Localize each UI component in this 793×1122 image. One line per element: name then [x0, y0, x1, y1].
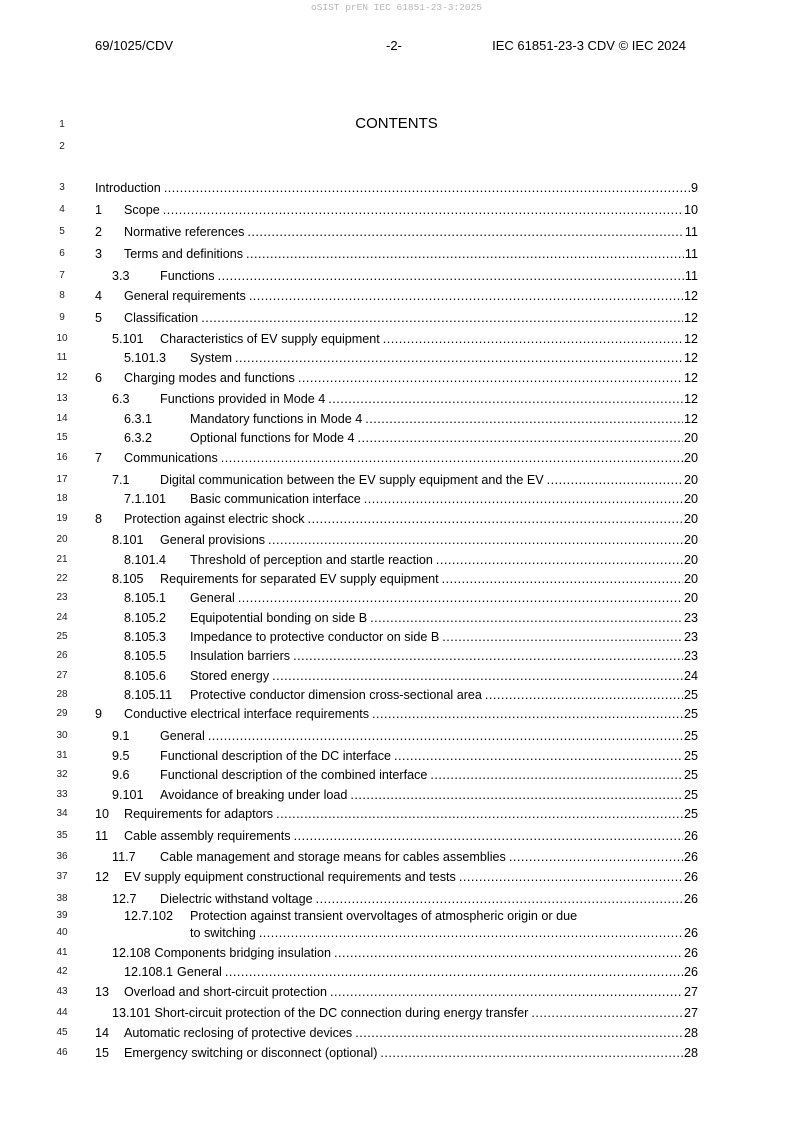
- dot-leader: [249, 288, 683, 304]
- dot-leader: [259, 925, 683, 941]
- page-ref: 9: [690, 181, 698, 195]
- section-number: 9: [95, 707, 103, 721]
- toc-entry[interactable]: [124, 668, 698, 684]
- dot-leader: [442, 629, 683, 645]
- page-ref: 20: [683, 431, 698, 445]
- section-title: Conductive electrical interface requirements: [124, 707, 369, 721]
- line-number: 22: [56, 573, 68, 584]
- dot-leader: [221, 450, 683, 466]
- dot-leader: [218, 268, 684, 284]
- page-ref: 12: [683, 412, 698, 426]
- line-number: 8: [59, 290, 65, 301]
- page-ref: 12: [683, 371, 698, 385]
- toc-entry[interactable]: [95, 869, 698, 885]
- section-number: 6.3: [112, 392, 130, 406]
- page-ref: 28: [683, 1046, 698, 1060]
- toc-entry[interactable]: [95, 511, 698, 527]
- line-number: 45: [56, 1027, 68, 1038]
- section-title: General: [160, 729, 205, 743]
- line-number: 41: [56, 947, 68, 958]
- section-number: 7: [95, 451, 103, 465]
- line-number: 23: [56, 592, 68, 603]
- section-title: Scope: [124, 203, 160, 217]
- section-title: Protective conductor dimension cross-sectional area: [190, 688, 482, 702]
- section-number: 10: [95, 807, 110, 821]
- toc-entry[interactable]: [112, 268, 698, 284]
- dot-leader: [268, 532, 683, 548]
- page-ref: 20: [683, 553, 698, 567]
- section-title: Functions: [160, 269, 215, 283]
- section-title: Communications: [124, 451, 218, 465]
- page-ref: 24: [683, 669, 698, 683]
- dot-leader: [383, 331, 683, 347]
- dot-leader: [246, 246, 684, 262]
- dot-leader: [293, 648, 683, 664]
- section-title: Functional description of the combined interface: [160, 768, 428, 782]
- section-number: 8.105.3: [124, 630, 167, 644]
- section-number: 8: [95, 512, 103, 526]
- toc-entry[interactable]: [112, 728, 698, 744]
- dot-leader: [164, 180, 690, 196]
- line-number: 14: [56, 413, 68, 424]
- line-number: 3: [59, 182, 65, 193]
- line-number: 5: [59, 226, 65, 237]
- section-number: 9.101: [112, 788, 144, 802]
- section-number: 12.7: [112, 892, 137, 906]
- page-ref: 27: [683, 1006, 698, 1020]
- page-ref: 10: [683, 203, 698, 217]
- toc-entry[interactable]: [124, 552, 698, 568]
- toc-entry[interactable]: [95, 828, 698, 844]
- line-number: 16: [56, 452, 68, 463]
- page-ref: 20: [683, 533, 698, 547]
- line-number: 36: [56, 851, 68, 862]
- section-title: Functional description of the DC interface: [160, 749, 392, 763]
- dot-leader: [163, 202, 683, 218]
- line-number: 43: [56, 986, 68, 997]
- dot-leader: [235, 350, 683, 366]
- toc-entry[interactable]: [95, 450, 698, 466]
- dot-leader: [328, 391, 683, 407]
- section-title: EV supply equipment constructional requirements and tests: [124, 870, 456, 884]
- section-number: 5.101: [112, 332, 144, 346]
- line-number: 20: [56, 534, 68, 545]
- section-number: 2: [95, 225, 103, 239]
- line-number: 29: [56, 708, 68, 719]
- dot-leader: [509, 849, 683, 865]
- section-title: Charging modes and functions: [124, 371, 295, 385]
- page-ref: 27: [683, 985, 698, 999]
- page-ref: 25: [683, 749, 698, 763]
- line-number: 15: [56, 432, 68, 443]
- section-number: 8.105.6: [124, 669, 167, 683]
- section-number: 12.108.1: [124, 965, 174, 979]
- section-title: Requirements for separated EV supply equipment: [160, 572, 439, 586]
- dot-leader: [547, 472, 683, 488]
- section-number: 13.101: [112, 1006, 151, 1020]
- section-number: 8.105.1: [124, 591, 167, 605]
- page-ref: 25: [683, 688, 698, 702]
- toc-entry[interactable]: [124, 629, 698, 645]
- section-number: 14: [95, 1026, 110, 1040]
- line-number: 34: [56, 808, 68, 819]
- page-ref: 20: [683, 591, 698, 605]
- line-number: 32: [56, 769, 68, 780]
- line-number: 21: [56, 554, 68, 565]
- toc-entry[interactable]: [112, 945, 698, 961]
- line-number: 28: [56, 689, 68, 700]
- line-number: 40: [56, 927, 68, 938]
- section-title: Characteristics of EV supply equipment: [160, 332, 380, 346]
- toc-entry[interactable]: [124, 590, 698, 606]
- line-number: 33: [56, 789, 68, 800]
- section-title: Stored energy: [190, 669, 270, 683]
- page-ref: 25: [683, 788, 698, 802]
- section-title: General requirements: [124, 289, 246, 303]
- page-ref: 11: [684, 247, 698, 261]
- dot-leader: [372, 706, 683, 722]
- section-title: Optional functions for Mode 4: [190, 431, 355, 445]
- section-title: Classification: [124, 311, 199, 325]
- line-number: 25: [56, 631, 68, 642]
- dot-leader: [370, 610, 683, 626]
- page-title: CONTENTS: [355, 115, 438, 132]
- toc-entry[interactable]: [112, 472, 698, 488]
- page-ref: 20: [683, 451, 698, 465]
- section-number: 6.3.1: [124, 412, 153, 426]
- toc-entry[interactable]: [95, 806, 698, 822]
- toc-entry[interactable]: [95, 1045, 698, 1061]
- dot-leader: [355, 1025, 683, 1041]
- line-number: 12: [56, 372, 68, 383]
- section-number: 8.101.4: [124, 553, 167, 567]
- section-title: Dielectric withstand voltage: [160, 892, 313, 906]
- section-title: Introduction: [95, 181, 161, 195]
- line-number: 11: [56, 352, 68, 363]
- line-number: 17: [56, 474, 68, 485]
- toc-entry[interactable]: [95, 180, 698, 196]
- section-title: Mandatory functions in Mode 4: [190, 412, 363, 426]
- toc-entry[interactable]: [112, 532, 698, 548]
- dot-leader: [276, 806, 683, 822]
- line-number: 38: [56, 893, 68, 904]
- watermark: oSIST prEN IEC 61851-23-3:2025: [310, 2, 483, 13]
- page-ref: 23: [683, 649, 698, 663]
- page-ref: 23: [683, 630, 698, 644]
- page-ref: 26: [683, 850, 698, 864]
- page-ref: 25: [683, 707, 698, 721]
- section-title: Cable assembly requirements: [124, 829, 291, 843]
- section-title: System: [190, 351, 232, 365]
- dot-leader: [247, 224, 684, 240]
- section-title: General provisions: [160, 533, 265, 547]
- toc-entry[interactable]: [124, 411, 698, 427]
- section-title: Basic communication interface: [190, 492, 361, 506]
- line-number: 39: [56, 910, 68, 921]
- dot-leader: [208, 728, 683, 744]
- toc-entry[interactable]: [95, 288, 698, 304]
- section-number: 5.101.3: [124, 351, 167, 365]
- toc-entry[interactable]: [95, 224, 698, 240]
- page-ref: 25: [683, 729, 698, 743]
- toc-entry[interactable]: [112, 748, 698, 764]
- line-number: 42: [56, 966, 68, 977]
- page-ref: 26: [683, 946, 698, 960]
- dot-leader: [272, 668, 683, 684]
- section-number: 13: [95, 985, 110, 999]
- section-number: 11.7: [112, 850, 136, 864]
- dot-leader: [459, 869, 683, 885]
- page-ref: 11: [684, 269, 698, 283]
- line-number: 35: [56, 830, 68, 841]
- toc-entry[interactable]: [95, 310, 698, 326]
- dot-leader: [364, 491, 683, 507]
- section-title: Requirements for adaptors: [124, 807, 274, 821]
- section-title: Cable management and storage means for cables assemblies: [160, 850, 506, 864]
- section-number: 7.1.101: [124, 492, 167, 506]
- toc-entry[interactable]: [95, 706, 698, 722]
- section-number: 12.7.102: [124, 909, 174, 923]
- section-number: 8.105.11: [124, 688, 173, 702]
- line-number: 37: [56, 871, 68, 882]
- toc-entry[interactable]: [95, 246, 698, 262]
- toc-entry[interactable]: [95, 202, 698, 218]
- section-number: 8.101: [112, 533, 144, 547]
- section-title: Emergency switching or disconnect (optional): [124, 1046, 378, 1060]
- section-number: 6: [95, 371, 103, 385]
- dot-leader: [358, 430, 683, 446]
- page-ref: 23: [683, 611, 698, 625]
- section-title: Components bridging insulation: [154, 946, 331, 960]
- section-number: 6.3.2: [124, 431, 153, 445]
- toc-entry[interactable]: [112, 1005, 698, 1021]
- toc-entry[interactable]: [124, 491, 698, 507]
- dot-leader: [334, 945, 683, 961]
- page-ref: 12: [683, 392, 698, 406]
- line-number: 4: [59, 204, 65, 215]
- section-number: 9.5: [112, 749, 130, 763]
- section-number: 4: [95, 289, 103, 303]
- page-ref: 20: [683, 473, 698, 487]
- dot-leader: [531, 1005, 683, 1021]
- line-number: 44: [56, 1007, 68, 1018]
- section-title: Overload and short-circuit protection: [124, 985, 327, 999]
- page-ref: 12: [683, 311, 698, 325]
- toc-entry[interactable]: [95, 1025, 698, 1041]
- dot-leader: [365, 411, 683, 427]
- section-title: Normative references: [124, 225, 245, 239]
- line-number: 7: [59, 270, 65, 281]
- toc-entry[interactable]: [112, 331, 698, 347]
- toc-entry[interactable]: [112, 849, 698, 865]
- document-reference: 69/1025/CDV: [95, 38, 174, 53]
- dot-leader: [201, 310, 683, 326]
- section-title: Automatic reclosing of protective devices: [124, 1026, 353, 1040]
- line-number: 2: [59, 141, 65, 152]
- section-number: 8.105.5: [124, 649, 167, 663]
- section-title: Insulation barriers: [190, 649, 291, 663]
- section-number: 15: [95, 1046, 110, 1060]
- toc-entry[interactable]: [95, 370, 698, 386]
- dot-leader: [485, 687, 683, 703]
- toc-entry[interactable]: [112, 391, 698, 407]
- toc-entry[interactable]: [124, 350, 698, 366]
- section-title: General: [177, 965, 222, 979]
- section-title: General: [190, 591, 235, 605]
- line-number: 6: [59, 248, 65, 259]
- dot-leader: [380, 1045, 683, 1061]
- toc-entry[interactable]: [124, 430, 698, 446]
- toc-entry[interactable]: [112, 787, 698, 803]
- page-ref: 12: [683, 289, 698, 303]
- section-title: Terms and definitions: [124, 247, 244, 261]
- dot-leader: [436, 552, 683, 568]
- line-number: 10: [56, 333, 68, 344]
- section-number: 7.1: [112, 473, 130, 487]
- toc-entry[interactable]: [124, 687, 698, 703]
- section-title: Protection against transient overvoltages of atmospheric origin or due: [190, 909, 578, 923]
- dot-leader: [430, 767, 683, 783]
- line-number: 46: [56, 1047, 68, 1058]
- toc-entry[interactable]: [124, 964, 698, 980]
- page-ref: 12: [683, 332, 698, 346]
- page-ref: 20: [683, 492, 698, 506]
- section-title-continued: to switching: [190, 926, 256, 940]
- section-title: Digital communication between the EV supply equipment and the EV: [160, 473, 544, 487]
- section-number: 9.1: [112, 729, 130, 743]
- toc-entry[interactable]: [112, 767, 698, 783]
- toc-entry[interactable]: [95, 984, 698, 1000]
- line-number: 26: [56, 650, 68, 661]
- dot-leader: [308, 511, 683, 527]
- dot-leader: [330, 984, 683, 1000]
- section-number: 12.108: [112, 946, 151, 960]
- section-title: Functions provided in Mode 4: [160, 392, 326, 406]
- section-title: Equipotential bonding on side B: [190, 611, 368, 625]
- section-number: 8.105.2: [124, 611, 167, 625]
- page-ref: 25: [683, 807, 698, 821]
- page-ref: 28: [683, 1026, 698, 1040]
- line-number: 19: [56, 513, 68, 524]
- dot-leader: [316, 891, 683, 907]
- toc-entry[interactable]: [190, 925, 698, 941]
- section-number: 3.3: [112, 269, 130, 283]
- section-number: 3: [95, 247, 103, 261]
- section-number: 12: [95, 870, 110, 884]
- section-title: Avoidance of breaking under load: [160, 788, 348, 802]
- page-ref: 26: [683, 965, 698, 979]
- line-number: 18: [56, 493, 68, 504]
- dot-leader: [294, 828, 683, 844]
- toc-entry[interactable]: [112, 891, 698, 907]
- dot-leader: [394, 748, 683, 764]
- section-title: Impedance to protective conductor on side B: [190, 630, 440, 644]
- page-ref: 20: [683, 512, 698, 526]
- line-number: 1: [59, 119, 65, 130]
- page-ref: 20: [683, 572, 698, 586]
- page-ref: 26: [683, 892, 698, 906]
- section-number: 5: [95, 311, 103, 325]
- line-number: 30: [56, 730, 68, 741]
- section-number: 1: [95, 203, 103, 217]
- dot-leader: [298, 370, 683, 386]
- page-ref: 12: [683, 351, 698, 365]
- toc-entry[interactable]: [112, 571, 698, 587]
- section-number: 9.6: [112, 768, 130, 782]
- section-number: 8.105: [112, 572, 144, 586]
- section-number: 11: [95, 829, 109, 843]
- standard-reference: IEC 61851-23-3 CDV © IEC 2024: [492, 38, 686, 53]
- section-title: Protection against electric shock: [124, 512, 305, 526]
- section-title: Threshold of perception and startle reaction: [190, 553, 433, 567]
- page-ref: 26: [683, 829, 698, 843]
- page-ref: 11: [684, 225, 698, 239]
- page-ref: 25: [683, 768, 698, 782]
- toc-entry[interactable]: [124, 610, 698, 626]
- toc-entry[interactable]: [124, 648, 698, 664]
- line-number: 9: [59, 312, 65, 323]
- dot-leader: [225, 964, 683, 980]
- line-number: 27: [56, 670, 68, 681]
- section-title: Short-circuit protection of the DC connection during energy transfer: [154, 1006, 529, 1020]
- page-ref: 26: [683, 870, 698, 884]
- dot-leader: [442, 571, 683, 587]
- line-number: 13: [56, 393, 68, 404]
- line-number: 24: [56, 612, 68, 623]
- page-number: -2-: [386, 38, 402, 53]
- line-number: 31: [56, 750, 68, 761]
- dot-leader: [238, 590, 683, 606]
- dot-leader: [350, 787, 683, 803]
- page-ref: 26: [683, 926, 698, 940]
